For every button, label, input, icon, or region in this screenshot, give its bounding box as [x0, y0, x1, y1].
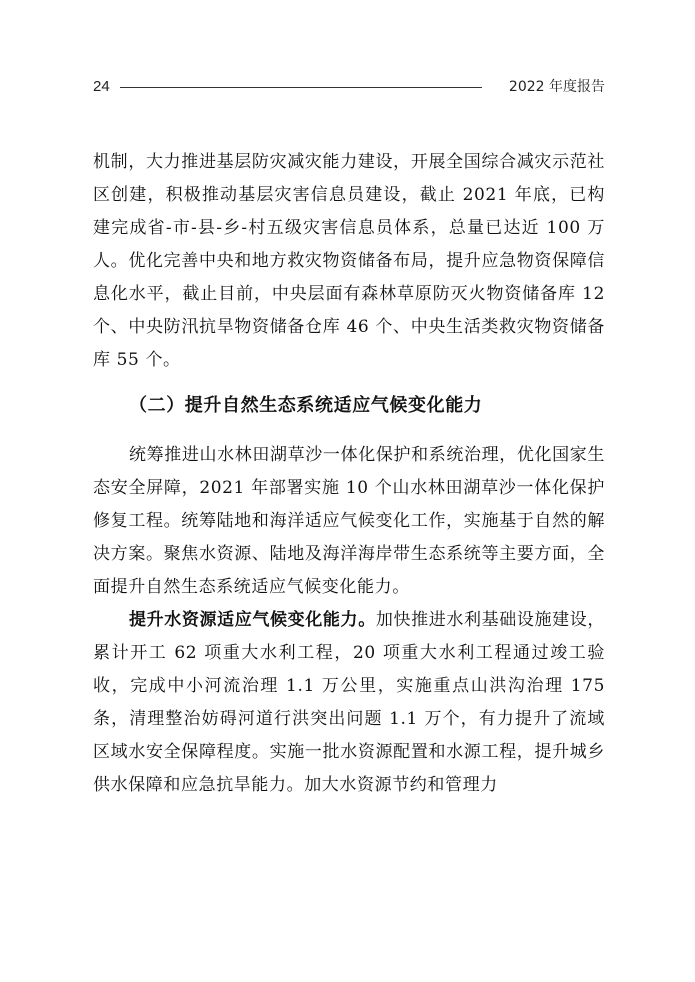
water-paragraph-text: 加快推进水利基础设施建设，累计开工 62 项重大水利工程，20 项重大水利工程通过竣工验收，完成中小河流治理 1.1 万公里，实施重点山洪沟治理 175 条，清理整治妨碍河道行洪突出问题 1.1 万个，有力提升了流域区域水安全保障程度。实施一批水资源配置和水源工程，提升城乡供水保障和应急抗旱能力。加大水资源节约和管理力	[93, 610, 605, 795]
section-paragraph: 统筹推进山水林田湖草沙一体化保护和系统治理，优化国家生态安全屏障，2021 年部署实施 10 个山水林田湖草沙一体化保护修复工程。统筹陆地和海洋适应气候变化工作，实施基于自然的解决方案。聚焦水资源、陆地及海洋海岸带生态系统等主要方面，全面提升自然生态系统适应气候变化能力。	[93, 445, 605, 597]
header-rule	[120, 87, 482, 88]
water-paragraph	[93, 604, 605, 802]
section-heading: （二）提升自然生态系统适应气候变化能力	[129, 395, 483, 416]
intro-paragraph: 机制，大力推进基层防灾减灾能力建设，开展全国综合减灾示范社区创建，积极推动基层灾害信息员建设，截止 2021 年底，已构建完成省-市-县-乡-村五级灾害信息员体系，总量已达近 100 万人。优化完善中央和地方救灾物资储备布局，提升应急物资保障信息化水平，截止目前，中央层面有森林草原防灭火物资储备库 12 个、中央防汛抗旱物资储备仓库 46 个、中央生活类救灾物资储备库 55 个。	[93, 152, 605, 370]
page-body	[93, 146, 605, 802]
water-lead: 提升水资源适应气候变化能力。	[129, 610, 376, 630]
report-title: 2022 年度报告	[508, 79, 605, 95]
page-header	[93, 76, 605, 98]
page-number: 24	[93, 78, 110, 95]
